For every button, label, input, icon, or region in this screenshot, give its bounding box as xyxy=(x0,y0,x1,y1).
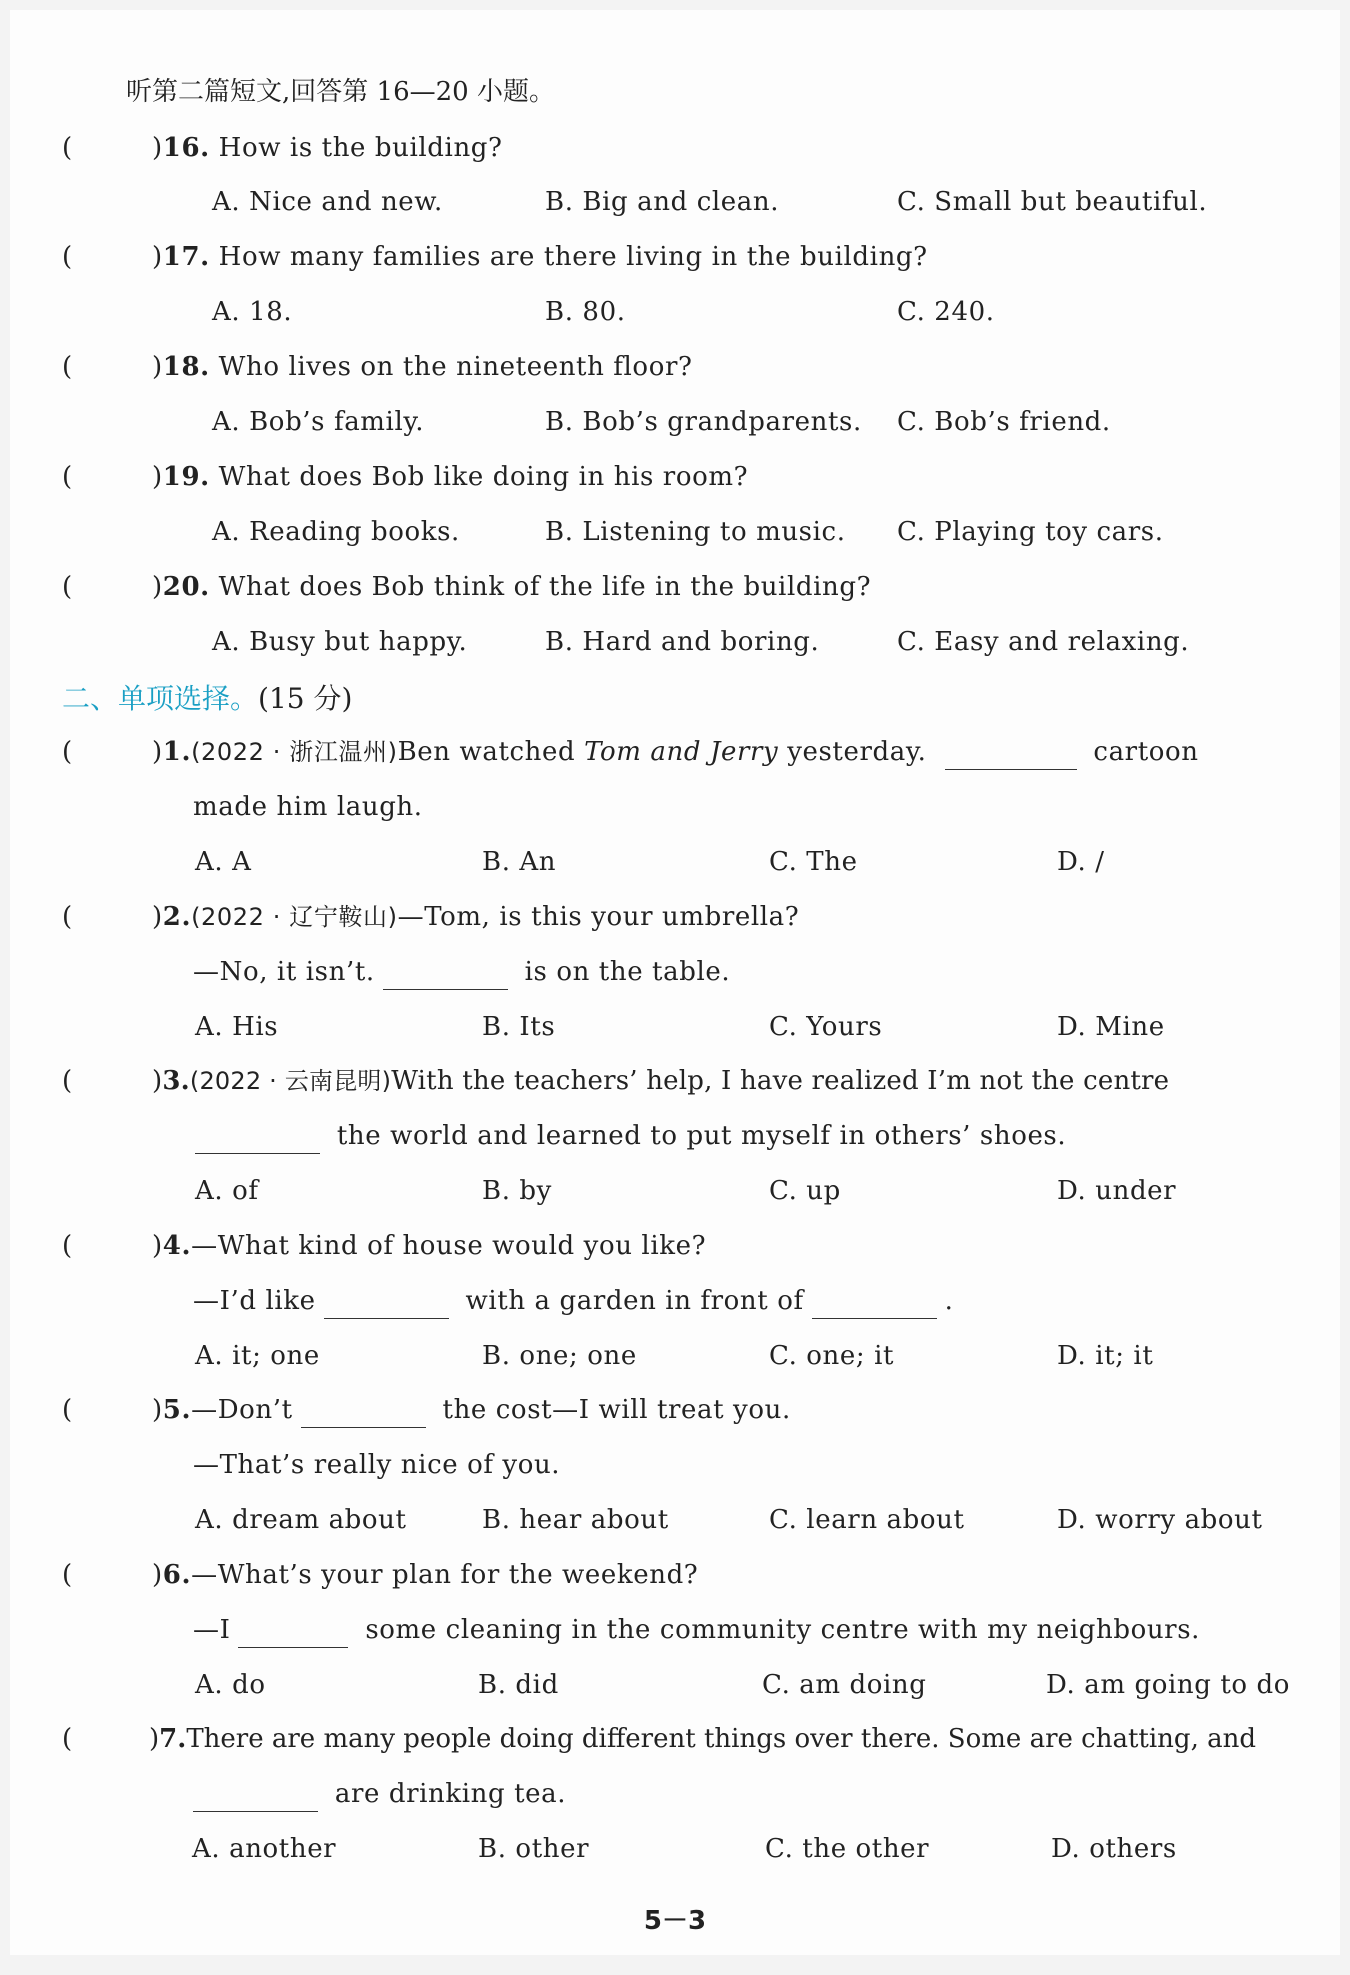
answer-blank[interactable] xyxy=(195,1125,320,1154)
option-c[interactable]: C. Bob’s friend. xyxy=(897,407,1111,437)
option-a[interactable]: A. it; one xyxy=(195,1341,320,1371)
option-d[interactable]: D. worry about xyxy=(1057,1505,1263,1535)
question-7-line2: are drinking tea. xyxy=(193,1776,566,1812)
option-c[interactable]: C. the other xyxy=(765,1834,930,1864)
option-c[interactable]: C. learn about xyxy=(769,1505,965,1535)
option-c[interactable]: C. 240. xyxy=(897,297,995,327)
option-a[interactable]: A. dream about xyxy=(195,1505,407,1535)
question-3-line2: the world and learned to put myself in others’ shoes. xyxy=(195,1118,1066,1154)
option-c[interactable]: C. Playing toy cars. xyxy=(897,517,1164,547)
option-b[interactable]: B. 80. xyxy=(545,297,626,327)
option-d[interactable]: D. it; it xyxy=(1057,1341,1154,1371)
option-b[interactable]: B. one; one xyxy=(482,1341,637,1371)
answer-blank[interactable] xyxy=(383,961,508,990)
answer-blank[interactable] xyxy=(301,1399,426,1428)
option-b[interactable]: B. Listening to music. xyxy=(545,517,846,547)
option-c[interactable]: C. Small but beautiful. xyxy=(897,187,1208,217)
option-b[interactable]: B. did xyxy=(478,1670,559,1700)
option-c[interactable]: C. The xyxy=(769,847,858,877)
option-a[interactable]: A. 18. xyxy=(212,297,293,327)
question-1-line2: made him laugh. xyxy=(193,792,423,822)
option-a[interactable]: A. Bob’s family. xyxy=(212,407,425,437)
option-a[interactable]: A. His xyxy=(195,1012,279,1042)
option-d[interactable]: D. Mine xyxy=(1057,1012,1165,1042)
option-d[interactable]: D. am going to do xyxy=(1046,1670,1290,1700)
option-b[interactable]: B. Hard and boring. xyxy=(545,627,820,657)
option-b[interactable]: B. Bob’s grandparents. xyxy=(545,407,862,437)
option-b[interactable]: B. An xyxy=(482,847,557,877)
section-title: 二、单项选择。(15 分) xyxy=(62,682,353,715)
option-b[interactable]: B. other xyxy=(478,1834,590,1864)
option-c[interactable]: C. Yours xyxy=(769,1012,883,1042)
option-a[interactable]: A. another xyxy=(192,1834,337,1864)
option-d[interactable]: D. under xyxy=(1057,1176,1177,1206)
listening-intro: 听第二篇短文,回答第 16—20 小题。 xyxy=(126,77,555,107)
option-c[interactable]: C. Easy and relaxing. xyxy=(897,627,1190,657)
worksheet-page: 听第二篇短文,回答第 16—20 小题。 ( )16. How is the building? A. Nice and new. B. Big and clean. C. Small but beautiful. ( )17. How many families are there living in the building? A. 18. B. 80. C. 240. ( )18. Who lives on the nineteenth floor? A. Bob’s family. B. Bob’s grandparents. C. Bob’s friend. ( )19. What does Bob like doing in his room? A. Reading books. B. Listening to music. C. Playing toy cars. ( )20. What does Bob think of the life in the building? A. Busy but happy. B. Hard and boring. C. Easy and relaxing. 二、单项选择。(15 分) ( )1.(2022 · 浙江温州)Ben watched Tom and Jerry yesterday. cartoon made him laugh. A. A B. An C. The D. / ( )2.(2022 · 辽宁鞍山)—Tom, is this your umbrella? —No, it isn’t. is on the table. A. His B. Its C. Yours D. Mine ( )3.(2022 · 云南昆明)With the teachers’ help, I have realized I’m not the centre the world and learned to put myself in others’ shoes. A. of B. by C. up D. under ( )4.—What kind of house would you like? —I’d like with a garden in front of . A. it; one B. one; one C. one; it D. it; it ( )5.—Don’t the cost—I will treat you. —That’s really nice of you. A. dream about B. hear about C. learn about D. worry about ( )6.—What’s your plan for the weekend? —I some cleaning in the community centre with my neighbours. A. do B. did C. am doing D. am going to do ( )7.There are many people doing different things over there. Some are chatting, and are drinking tea. A. another B. other C. the other D. others 5－3 xyxy=(10,10,1340,1955)
page-number: 5－3 xyxy=(643,1906,707,1936)
option-a[interactable]: A. Nice and new. xyxy=(212,187,443,217)
option-b[interactable]: B. Its xyxy=(482,1012,556,1042)
option-a[interactable]: A. Reading books. xyxy=(212,517,460,547)
option-a[interactable]: A. do xyxy=(195,1670,266,1700)
option-b[interactable]: B. by xyxy=(482,1176,552,1206)
answer-blank[interactable] xyxy=(238,1619,348,1648)
option-d[interactable]: D. / xyxy=(1057,847,1105,877)
option-a[interactable]: A. of xyxy=(195,1176,259,1206)
option-d[interactable]: D. others xyxy=(1051,1834,1177,1864)
answer-blank[interactable] xyxy=(945,741,1077,770)
question-6-line2: —I some cleaning in the community centre with my neighbours. xyxy=(193,1612,1200,1648)
option-c[interactable]: C. am doing xyxy=(762,1670,927,1700)
answer-blank[interactable] xyxy=(812,1290,937,1319)
option-a[interactable]: A. A xyxy=(195,847,252,877)
answer-blank[interactable] xyxy=(324,1290,449,1319)
option-b[interactable]: B. hear about xyxy=(482,1505,669,1535)
question-5-line2: —That’s really nice of you. xyxy=(193,1450,561,1480)
answer-blank[interactable] xyxy=(193,1783,318,1812)
option-c[interactable]: C. up xyxy=(769,1176,841,1206)
option-a[interactable]: A. Busy but happy. xyxy=(212,627,468,657)
option-c[interactable]: C. one; it xyxy=(769,1341,895,1371)
option-b[interactable]: B. Big and clean. xyxy=(545,187,780,217)
question-4-line2: —I’d like with a garden in front of . xyxy=(193,1283,954,1319)
question-2-line2: —No, it isn’t. is on the table. xyxy=(193,954,730,990)
